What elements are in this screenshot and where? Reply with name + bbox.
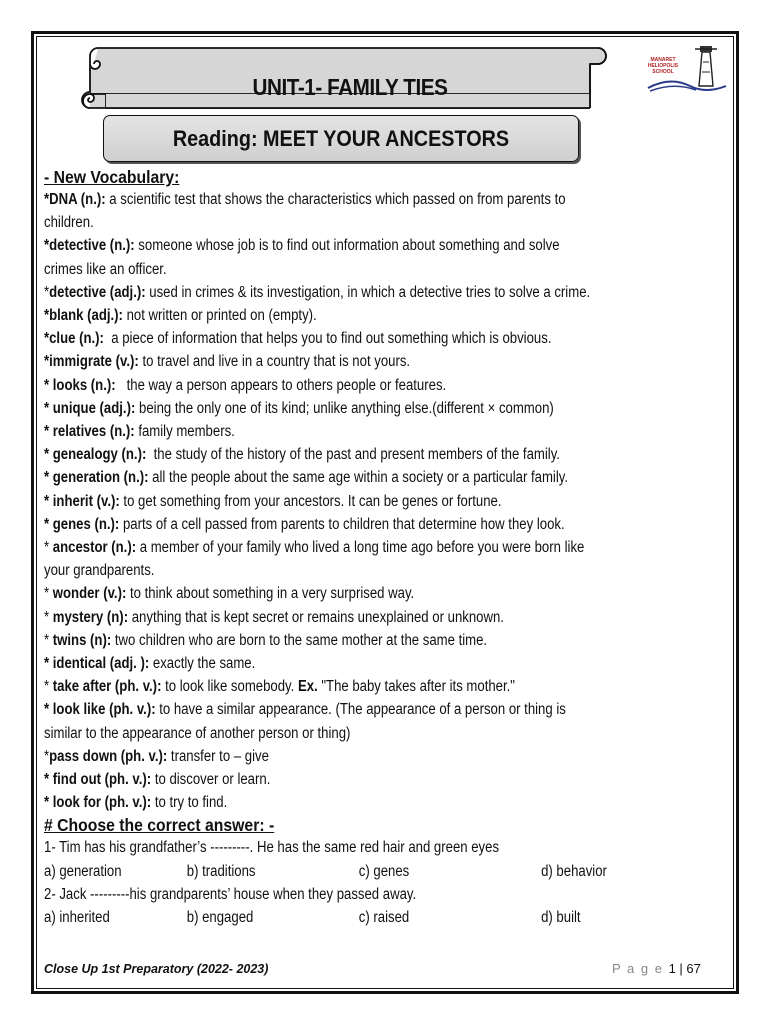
- vocab-line: [44, 466, 732, 489]
- vocab-term: * unique (adj.):: [44, 399, 136, 417]
- vocab-term: * inherit (v.):: [44, 492, 120, 510]
- vocab-text: parts of a cell passed from parents to children that determine how they look.: [119, 515, 565, 533]
- vocab-text: to look like somebody.: [161, 678, 298, 696]
- vocab-text: *: [44, 608, 53, 626]
- vocab-text: to try to find.: [151, 794, 228, 812]
- vocab-term: mystery (n):: [52, 608, 129, 626]
- vocab-line: [44, 304, 732, 327]
- vocab-text: children.: [44, 214, 94, 232]
- vocab-text: *: [44, 539, 53, 557]
- vocab-line: [44, 791, 732, 814]
- footer-book-title: Close Up 1st Preparatory (2022- 2023): [44, 962, 269, 976]
- vocab-term: *DNA (n.):: [44, 191, 106, 208]
- question-list: [44, 836, 734, 928]
- vocab-text: anything that is kept secret or remains unexplained or unknown.: [128, 608, 504, 626]
- vocab-line: [44, 513, 732, 536]
- vocab-text: similar to the appearance of another person or thing): [44, 724, 351, 742]
- vocab-term: * find out (ph. v.):: [44, 771, 152, 789]
- vocab-text: *: [44, 585, 53, 603]
- question-text: 1- Tim has his grandfather’s ---------. He has the same red hair and green eyes: [44, 839, 500, 857]
- vocab-line: [44, 606, 732, 629]
- vocab-line: [44, 420, 732, 443]
- exercise-heading: # Choose the correct answer: -: [44, 815, 275, 836]
- vocab-text: to have a similar appearance. (The appearance of a person or thing is: [155, 701, 566, 719]
- vocab-line: [44, 188, 732, 211]
- vocab-line: [44, 397, 732, 420]
- vocab-term: wonder (v.):: [52, 585, 127, 603]
- vocab-term: *immigrate (v.):: [44, 353, 139, 371]
- vocab-term: detective (adj.):: [49, 283, 146, 301]
- page-label: P a g e: [612, 961, 669, 976]
- question-text: 2- Jack ---------his grandparents’ house when they passed away.: [44, 885, 417, 903]
- vocab-term: * look like (ph. v.):: [44, 701, 156, 719]
- answer-option[interactable]: d) behavior: [541, 862, 607, 880]
- vocab-text: "The baby takes after its mother.": [317, 678, 515, 696]
- logo-school-name: MANARET HELIOPOLIS SCHOOL: [647, 57, 679, 75]
- vocab-text: a member of your family who lived a long time ago before you were born like: [136, 539, 585, 557]
- vocab-text: to discover or learn.: [151, 771, 271, 789]
- vocab-text: transfer to – give: [167, 747, 269, 765]
- vocab-line: [44, 234, 732, 257]
- vocab-text: exactly the same.: [149, 655, 256, 673]
- vocab-line: [44, 536, 732, 559]
- vocab-term: *blank (adj.):: [44, 307, 123, 325]
- vocab-text: someone whose job is to find out information about something and solve: [134, 237, 560, 255]
- vocab-text: the study of the history of the past and present members of the family.: [146, 446, 560, 464]
- vocab-text: all the people about the same age within a society or a particular family.: [148, 469, 569, 487]
- page-num: 1: [668, 961, 676, 976]
- vocab-text: not written or printed on (empty).: [122, 307, 317, 325]
- vocab-text: a scientific test that shows the characteristics which passed on from parents to: [105, 191, 566, 208]
- unit-title: UNIT-1- FAMILY TIES: [252, 73, 448, 100]
- vocab-text: to get something from your ancestors. It can be genes or fortune.: [119, 492, 502, 510]
- vocab-term: *detective (n.):: [44, 237, 135, 255]
- vocab-line: [44, 327, 732, 350]
- answer-option[interactable]: a) generation: [44, 862, 122, 880]
- vocab-text: family members.: [134, 423, 235, 441]
- vocab-line: [44, 652, 732, 675]
- vocab-text: your grandparents.: [44, 562, 155, 580]
- answer-option[interactable]: c) raised: [358, 908, 410, 926]
- vocabulary-list: [44, 188, 734, 814]
- vocab-line: [44, 629, 732, 652]
- vocab-text: to think about something in a very surprised way.: [126, 585, 415, 603]
- vocab-term: * identical (adj. ):: [44, 655, 150, 673]
- footer-page-number: [612, 961, 701, 976]
- vocab-term: pass down (ph. v.):: [49, 747, 168, 765]
- vocab-line: [44, 698, 732, 721]
- vocab-term: Ex.: [297, 678, 318, 696]
- vocab-term: take after (ph. v.):: [52, 678, 162, 696]
- vocab-line: [44, 582, 732, 605]
- answer-option[interactable]: c) genes: [358, 862, 410, 880]
- vocab-line: [44, 374, 732, 397]
- vocab-line: [44, 768, 732, 791]
- vocab-text: *: [44, 678, 53, 696]
- answer-options: [44, 906, 732, 929]
- vocab-text: *: [44, 631, 53, 649]
- vocab-line: [44, 490, 732, 513]
- vocab-term: ancestor (n.):: [52, 539, 137, 557]
- answer-option[interactable]: b) traditions: [186, 862, 256, 880]
- vocab-line: [44, 722, 732, 745]
- vocab-term: * look for (ph. v.):: [44, 794, 152, 812]
- vocab-term: * genes (n.):: [44, 515, 120, 533]
- vocab-text: *: [44, 283, 50, 301]
- vocab-text: being the only one of its kind; unlike anything else.(different × common): [135, 399, 554, 417]
- vocabulary-heading: - New Vocabulary:: [44, 167, 180, 187]
- answer-option[interactable]: a) inherited: [44, 908, 110, 926]
- vocab-text: the way a person appears to others people or features.: [115, 376, 447, 394]
- vocab-line: [44, 745, 732, 768]
- main-content: [44, 166, 734, 929]
- vocab-term: * generation (n.):: [44, 469, 149, 487]
- vocab-text: used in crimes & its investigation, in which a detective tries to solve a crime.: [145, 283, 591, 301]
- vocab-text: two children who are born to the same mother at the same time.: [111, 631, 488, 649]
- vocab-line: [44, 281, 732, 304]
- vocab-line: [44, 350, 732, 373]
- vocab-line: [44, 559, 732, 582]
- answer-option[interactable]: d) built: [541, 908, 581, 926]
- vocab-text: crimes like an officer.: [44, 260, 167, 278]
- vocab-term: * looks (n.):: [44, 376, 116, 394]
- page-total: | 67: [675, 961, 701, 976]
- vocab-line: [44, 211, 732, 234]
- vocab-text: a piece of information that helps you to find out something which is obvious.: [103, 330, 552, 348]
- answer-options: [44, 860, 732, 883]
- vocab-term: *clue (n.):: [44, 330, 104, 348]
- vocab-line: [44, 443, 732, 466]
- vocab-term: * relatives (n.):: [44, 423, 135, 441]
- vocab-text: *: [44, 747, 50, 765]
- vocab-line: [44, 258, 732, 281]
- vocab-text: to travel and live in a country that is not yours.: [138, 353, 411, 371]
- vocab-term: twins (n):: [52, 631, 112, 649]
- reading-title: Reading: MEET YOUR ANCESTORS: [172, 125, 510, 151]
- vocab-term: * genealogy (n.):: [44, 446, 147, 464]
- vocab-line: [44, 675, 732, 698]
- answer-option[interactable]: b) engaged: [186, 908, 254, 926]
